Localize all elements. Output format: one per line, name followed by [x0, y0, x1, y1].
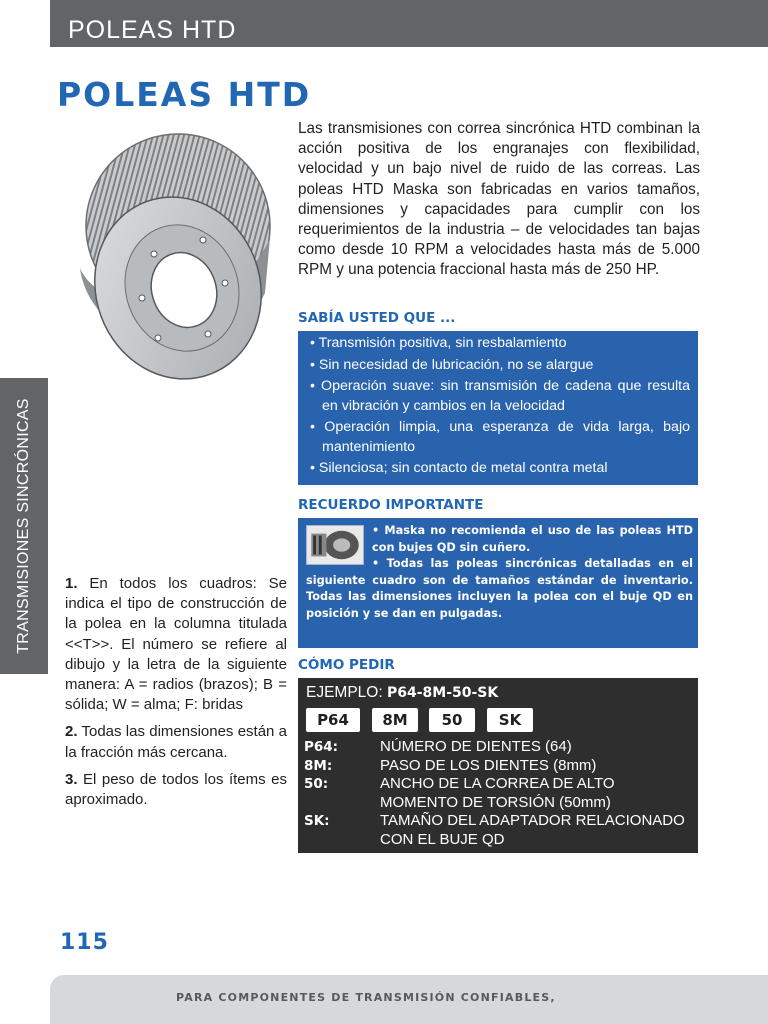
note-text: Todas las dimensiones están a la fracción más cercana.	[65, 723, 287, 761]
definition-value: PASO DE LOS DIENTES (8mm)	[380, 756, 597, 774]
note-text: El peso de todos los ítems es aproximado.	[65, 770, 287, 809]
note-number: 3.	[65, 770, 78, 788]
side-tab-label: TRANSMISIONES SINCRÓNICAS	[15, 398, 32, 654]
recuerdo-item: • Maska no recomienda el uso de las poleas HTD con bujes QD sin cuñero.	[372, 524, 693, 554]
note-item	[65, 574, 287, 715]
footer-text: PARA COMPONENTES DE TRANSMISIÓN CONFIABLES,	[176, 991, 556, 1004]
htd-pulley-image	[60, 118, 290, 383]
note-item	[65, 722, 287, 762]
bushing-image	[306, 525, 364, 565]
definition-key: SK:	[304, 813, 330, 829]
sabia-box	[298, 331, 698, 485]
definition-row	[304, 738, 694, 757]
code-chip: 8M	[372, 708, 418, 732]
code-chip: SK	[487, 708, 533, 732]
definition-value: NÚMERO DE DIENTES (64)	[380, 738, 572, 755]
example-line	[306, 683, 690, 703]
definition-row	[304, 775, 694, 812]
sabia-item: • Operación limpia, una esperanza de vida larga, bajo mantenimiento	[310, 419, 690, 455]
code-chip: 50	[429, 708, 475, 732]
example-label: EJEMPLO:	[306, 684, 387, 701]
intro-paragraph: Las transmisiones con correa sincrónica HTD combinan la acción positiva de los engranajes con flexibilidad, velocidad y un bajo nivel de ruido de las correas. Las poleas HTD Maska son fabricadas en varios tamaños, dimensiones y capacidades para cumplir con los requerimientos de la industria – de velocidades tan bajas como desde 10 RPM a velocidades hasta más de 5.000 RPM y una potencia fraccional hasta más de 250 HP.	[298, 120, 700, 279]
note-item	[65, 770, 287, 810]
sabia-item: • Transmisión positiva, sin resbalamiento	[310, 335, 567, 351]
recuerdo-box	[298, 518, 698, 648]
recuerdo-heading: RECUERDO IMPORTANTE	[298, 497, 484, 513]
note-number: 2.	[65, 723, 78, 741]
sabia-heading: SABÍA USTED QUE ...	[298, 310, 456, 326]
sabia-item: • Silenciosa; sin contacto de metal contra metal	[310, 460, 608, 476]
recuerdo-item: • Todas las poleas sincrónicas detalladas en el siguiente cuadro son de tamaños estándar de inventario. Todas las dimensiones incluyen la polea con el buje QD en posición y se dan en pulgadas.	[306, 557, 693, 620]
header-bar	[50, 0, 768, 47]
note-text: En todos los cuadros: Se indica el tipo de construcción de la polea en la columna titulada <<T>>. El número se refiere al dibujo y la letra de la siguiente manera: A = radios (brazos); B = sólida; W = alma; F: bridas	[65, 575, 287, 714]
definition-row	[304, 812, 694, 849]
definition-value: ANCHO DE LA CORREA DE ALTO MOMENTO DE TORSIÓN (50mm)	[380, 775, 615, 811]
page-title: POLEAS HTD	[57, 75, 312, 114]
definition-row	[304, 757, 694, 776]
code-definitions	[304, 738, 694, 849]
definition-value: TAMAÑO DEL ADAPTADOR RELACIONADO CON EL BUJE QD	[380, 812, 685, 848]
definition-key: P64:	[304, 739, 339, 755]
page-number: 115	[60, 930, 109, 955]
notes	[65, 574, 287, 817]
header-section-title: POLEAS HTD	[68, 16, 237, 44]
sabia-item: • Operación suave: sin transmisión de cadena que resulta en vibración y cambios en la velocidad	[310, 378, 690, 414]
sabia-item: • Sin necesidad de lubricación, no se alargue	[310, 356, 594, 373]
footer-bar	[50, 975, 768, 1024]
code-chip: P64	[306, 708, 360, 732]
definition-key: 50:	[304, 776, 329, 792]
definition-key: 8M:	[304, 757, 333, 774]
side-tab	[0, 378, 48, 674]
como-pedir-box	[298, 678, 698, 853]
como-pedir-heading: CÓMO PEDIR	[298, 657, 395, 673]
example-code: P64-8M-50-SK	[386, 685, 499, 701]
note-number: 1.	[65, 575, 78, 592]
